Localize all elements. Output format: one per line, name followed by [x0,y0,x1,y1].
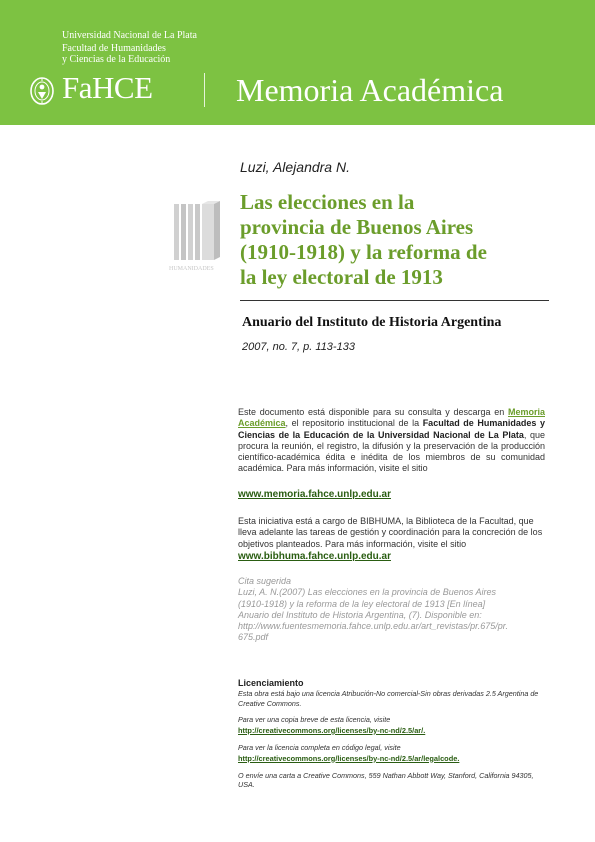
memoria-academica-link[interactable]: Memoria Académica [238,407,545,429]
journal-name: Anuario del Instituto de Historia Argentina [242,315,502,330]
books-logo-caption: HUMANIDADES [169,266,214,272]
repository-name: Memoria Académica [236,72,504,108]
title-line: (1910-1918) y la reforma de [240,240,487,264]
memoria-url-link[interactable]: www.memoria.fahce.unlp.edu.ar [238,489,391,500]
bibhuma-url-link[interactable]: www.bibhuma.fahce.unlp.edu.ar [238,551,391,562]
info-paragraph-2: Esta iniciativa está a cargo de BIBHUMA, la Biblioteca de la Facultad, que lleva adelante las tareas de gestión y coordinación para la concreción de los objetivos planteados. Para más información, visite el sitio [238,516,543,549]
license-address: O envíe una carta a Creative Commons, 559 Nathan Abbott Way, Stanford, California 94305, USA. [238,770,534,790]
unlp-seal-icon [29,76,55,106]
title-line: provincia de Buenos Aires [240,215,474,239]
faculty-name-line2: y Ciencias de la Educación [62,54,171,65]
memoria-url-container [238,489,545,500]
license-full-link[interactable]: http://creativecommons.org/licenses/by-nc-nd/2.5/ar/legalcode. [238,753,460,763]
author-name: Luzi, Alejandra N. [240,159,350,175]
header-divider [204,73,205,107]
suggested-citation [238,576,545,644]
license-heading: Licenciamiento [238,678,304,688]
info-paragraph-1: Este documento está disponible para su consulta y descarga en Memoria Académica, el repositorio institucional de la Facultad de Humanidades y Ciencias de la Educación de la Universidad Nacional de La Plata, que procura la reunión, el registro, la difusión y la preservación de la producción científico-académica édita e inédita de los miembros de su comunidad académica. Para más información, visite el sitio [238,407,546,474]
citation-heading: Cita sugerida [238,576,292,586]
citation-url-line[interactable]: 675.pdf [238,632,269,643]
citation-url-line[interactable]: http://www.fuentesmemoria.fahce.unlp.edu.ar/art_revistas/pr.675/pr. [238,621,508,632]
document-title [240,190,560,290]
faculty-name-line1: Facultad de Humanidades [62,43,166,54]
header-banner [0,0,595,125]
title-line: Las elecciones en la [240,190,415,214]
citation-line: Luzi, A. N.(2007) Las elecciones en la provincia de Buenos Aires [238,587,496,598]
license-full-text: Para ver la licencia completa en código legal, visite [238,743,401,753]
citation-line: (1910-1918) y la reforma de la ley electoral de 1913 [En línea] [238,598,486,609]
title-line: la ley electoral de 1913 [240,265,443,289]
fahce-logo: FaHCE [62,70,153,105]
bibhuma-url-container [238,551,545,562]
license-text: Esta obra está bajo una licencia Atribución-No comercial-Sin obras derivadas 2.5 Argentina de Creative Commons. [238,689,539,708]
books-logo-icon [168,200,222,274]
license-section [238,678,545,790]
license-short-text: Para ver una copia breve de esta licencia, visite [238,715,391,725]
university-name: Universidad Nacional de La Plata [62,30,197,41]
license-short-link[interactable]: http://creativecommons.org/licenses/by-nc-nd/2.5/ar/. [238,725,426,735]
title-separator [240,300,549,301]
citation-line: Anuario del Instituto de Historia Argentina, (7). Disponible en: [238,609,482,620]
citation-details: 2007, no. 7, p. 113-133 [242,341,355,353]
